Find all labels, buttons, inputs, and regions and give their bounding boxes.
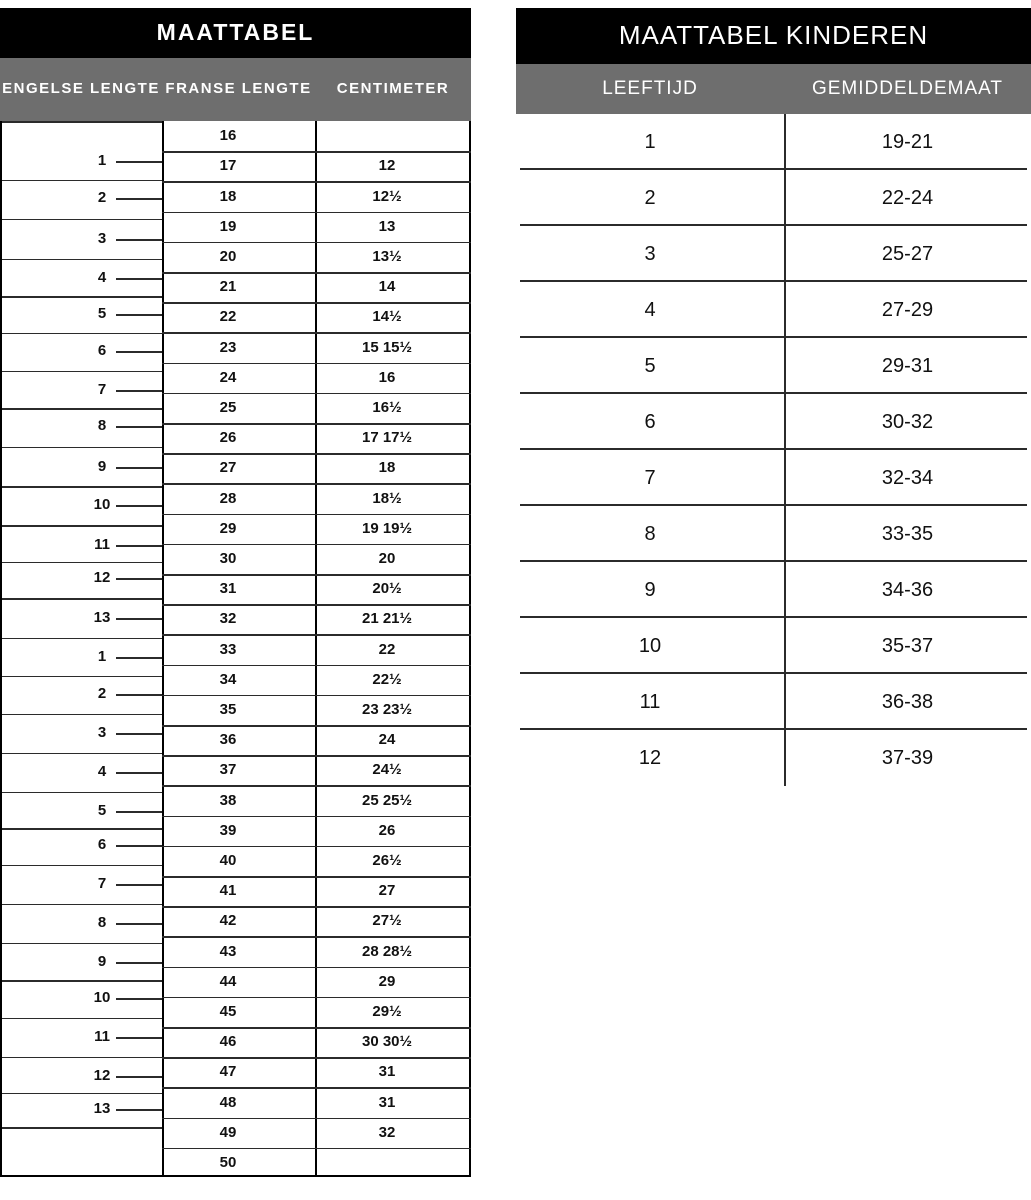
age-value: 3	[644, 242, 656, 265]
row-separator	[315, 967, 471, 969]
row-separator	[116, 657, 162, 659]
row-separator	[162, 604, 315, 606]
english-length-value: 2	[97, 189, 107, 206]
row-separator	[162, 725, 315, 727]
row-separator	[116, 239, 162, 241]
row-separator	[315, 181, 471, 183]
column-divider	[784, 394, 786, 450]
french-length-value: 40	[219, 851, 237, 869]
row-separator	[162, 634, 315, 636]
row-separator	[2, 296, 162, 298]
row-separator	[315, 604, 471, 606]
row-separator	[315, 423, 471, 425]
row-separator	[116, 772, 162, 774]
centimeter-value: 22½	[372, 670, 402, 688]
row-separator	[116, 314, 162, 316]
row-separator	[2, 180, 162, 182]
row-separator	[315, 212, 471, 214]
english-length-value: 9	[97, 953, 107, 970]
french-length-value: 29	[219, 519, 237, 537]
row-separator	[116, 811, 162, 813]
column-header-french-length	[162, 58, 315, 121]
adult-size-table	[0, 8, 471, 1177]
row-separator	[162, 574, 315, 576]
french-length-value: 33	[219, 640, 237, 658]
row-separator	[162, 272, 315, 274]
row-separator	[162, 967, 315, 969]
french-length-value: 44	[219, 972, 237, 990]
column-header-french-length-label: FRANSE LENGTE	[165, 80, 312, 98]
column-header-age: LEEFTIJD	[602, 78, 698, 99]
english-length-value: 12	[93, 569, 111, 586]
french-length-value: 28	[219, 489, 237, 507]
row-separator	[116, 578, 162, 580]
french-length-value: 46	[219, 1033, 237, 1051]
english-length-value: 10	[93, 989, 111, 1006]
row-separator	[116, 998, 162, 1000]
centimeter-value: 26½	[372, 851, 402, 869]
english-length-value: 13	[93, 1100, 111, 1117]
age-value: 1	[644, 130, 656, 153]
row-separator	[315, 483, 471, 485]
row-separator	[2, 980, 162, 982]
table-row	[516, 282, 1031, 338]
french-length-value: 32	[219, 610, 237, 628]
column-divider	[784, 562, 786, 618]
centimeter-value: 31	[378, 1093, 396, 1111]
english-length-value: 5	[97, 305, 107, 322]
row-separator	[2, 447, 162, 449]
french-length-value: 23	[219, 338, 237, 356]
english-length-value: 9	[97, 458, 107, 475]
row-separator	[162, 665, 315, 667]
row-separator	[162, 1057, 315, 1059]
row-separator	[315, 997, 471, 999]
english-length-value: 4	[97, 269, 107, 286]
french-length-value: 41	[219, 882, 237, 900]
row-separator	[162, 332, 315, 334]
row-separator	[162, 181, 315, 183]
french-length-value: 37	[219, 761, 237, 779]
centimeter-value: 29½	[372, 1002, 402, 1020]
row-separator	[162, 846, 315, 848]
row-separator	[2, 1057, 162, 1059]
french-length-value: 34	[219, 670, 237, 688]
english-length-value: 6	[97, 836, 107, 853]
french-length-value: 21	[219, 278, 237, 296]
row-separator	[162, 876, 315, 878]
french-length-value: 18	[219, 187, 237, 205]
centimeter-value: 29	[378, 972, 396, 990]
row-separator	[2, 562, 162, 564]
children-table-header	[516, 64, 1031, 114]
english-length-value: 6	[97, 342, 107, 359]
row-separator	[315, 1027, 471, 1029]
english-length-value: 2	[97, 685, 107, 702]
row-separator	[116, 923, 162, 925]
row-separator	[116, 618, 162, 620]
row-separator	[2, 333, 162, 335]
table-row	[516, 226, 1031, 282]
average-size-value: 30-32	[881, 410, 934, 433]
age-value: 12	[638, 746, 662, 769]
centimeter-value: 25 25½	[361, 791, 413, 809]
row-separator	[315, 1118, 471, 1120]
column-header-english-length	[0, 58, 162, 121]
centimeter-value: 15 15½	[361, 338, 413, 356]
row-separator	[315, 665, 471, 667]
row-separator	[116, 505, 162, 507]
english-length-value: 13	[93, 609, 111, 626]
column-divider-1	[162, 121, 164, 1175]
french-length-value: 38	[219, 791, 237, 809]
column-divider	[784, 114, 786, 170]
column-header-english-length-label: ENGELSE LENGTE	[2, 80, 160, 98]
french-length-value: 17	[219, 157, 237, 175]
centimeter-value: 19 19½	[361, 519, 413, 537]
centimeter-value: 14½	[372, 308, 402, 326]
row-separator	[315, 936, 471, 938]
row-separator	[315, 755, 471, 757]
row-separator	[315, 695, 471, 697]
age-value: 10	[638, 634, 662, 657]
row-separator	[162, 393, 315, 395]
row-separator	[2, 1093, 162, 1095]
row-separator	[116, 198, 162, 200]
age-value: 6	[644, 410, 656, 433]
row-separator	[315, 544, 471, 546]
row-separator	[315, 1057, 471, 1059]
row-separator	[162, 514, 315, 516]
row-separator	[2, 753, 162, 755]
french-length-value: 42	[219, 912, 237, 930]
age-value: 7	[644, 466, 656, 489]
french-length-value: 45	[219, 1002, 237, 1020]
row-separator	[116, 351, 162, 353]
age-value: 9	[644, 578, 656, 601]
row-separator	[162, 906, 315, 908]
row-separator	[162, 363, 315, 365]
centimeter-value: 31	[378, 1063, 396, 1081]
row-separator	[116, 545, 162, 547]
row-separator	[315, 151, 471, 153]
column-divider	[784, 674, 786, 730]
table-row	[516, 730, 1031, 786]
row-separator	[2, 638, 162, 640]
row-separator	[315, 725, 471, 727]
centimeter-value: 20½	[372, 580, 402, 598]
table-row	[516, 338, 1031, 394]
average-size-value: 32-34	[881, 466, 934, 489]
column-divider	[784, 226, 786, 282]
column-divider-2	[315, 121, 317, 1175]
row-separator	[2, 1127, 162, 1129]
average-size-value: 37-39	[881, 746, 934, 769]
row-separator	[315, 272, 471, 274]
row-separator	[315, 514, 471, 516]
french-length-value: 48	[219, 1093, 237, 1111]
centimeter-value: 16½	[372, 398, 402, 416]
table-row	[516, 562, 1031, 618]
row-separator	[2, 792, 162, 794]
row-separator	[315, 242, 471, 244]
english-length-value: 1	[97, 152, 107, 169]
french-length-value: 43	[219, 942, 237, 960]
centimeter-value: 24	[378, 731, 396, 749]
row-separator	[162, 785, 315, 787]
french-length-value: 24	[219, 368, 237, 386]
row-separator	[315, 332, 471, 334]
row-separator	[116, 845, 162, 847]
column-divider	[784, 618, 786, 674]
column-header-centimeter-label: CENTIMETER	[336, 80, 450, 98]
row-separator	[116, 1076, 162, 1078]
french-length-value: 49	[219, 1123, 237, 1141]
centimeter-value: 27½	[372, 912, 402, 930]
column-divider	[784, 170, 786, 226]
row-separator	[315, 816, 471, 818]
english-length-value: 10	[93, 496, 111, 513]
row-separator	[315, 1148, 471, 1150]
row-separator	[315, 574, 471, 576]
centimeter-value: 21 21½	[361, 610, 413, 628]
english-length-value: 4	[97, 763, 107, 780]
age-value: 2	[644, 186, 656, 209]
centimeter-value: 16	[378, 368, 396, 386]
french-length-value: 22	[219, 308, 237, 326]
row-separator	[2, 865, 162, 867]
centimeter-value: 17 17½	[361, 429, 413, 447]
centimeter-value: 13	[378, 217, 396, 235]
french-length-value: 31	[219, 580, 237, 598]
french-length-value: 30	[219, 549, 237, 567]
average-size-value: 34-36	[881, 578, 934, 601]
table-row	[516, 618, 1031, 674]
row-separator	[2, 259, 162, 261]
average-size-value: 22-24	[881, 186, 934, 209]
row-separator	[2, 828, 162, 830]
table-row	[516, 506, 1031, 562]
row-separator	[162, 816, 315, 818]
row-separator	[162, 695, 315, 697]
row-separator	[116, 1109, 162, 1111]
centimeter-value: 12½	[372, 187, 402, 205]
french-length-value: 26	[219, 429, 237, 447]
centimeter-value: 27	[378, 882, 396, 900]
row-separator	[2, 676, 162, 678]
column-divider	[784, 506, 786, 562]
row-separator	[162, 1118, 315, 1120]
french-length-value: 36	[219, 731, 237, 749]
centimeter-value: 28 28½	[361, 942, 413, 960]
row-separator	[315, 634, 471, 636]
row-separator	[315, 906, 471, 908]
average-size-value: 36-38	[881, 690, 934, 713]
average-size-value: 29-31	[881, 354, 934, 377]
english-length-value: 12	[93, 1067, 111, 1084]
french-length-value: 25	[219, 398, 237, 416]
row-separator	[2, 1018, 162, 1020]
centimeter-value: 26	[378, 821, 396, 839]
adult-table-body	[0, 121, 471, 1177]
row-separator	[162, 302, 315, 304]
row-separator	[2, 408, 162, 410]
column-divider	[784, 730, 786, 786]
row-separator	[2, 714, 162, 716]
age-value: 8	[644, 522, 656, 545]
row-separator	[116, 884, 162, 886]
french-length-value: 39	[219, 821, 237, 839]
row-separator	[162, 423, 315, 425]
row-separator	[162, 755, 315, 757]
column-header-average-size: GEMIDDELDEMAAT	[811, 78, 1003, 99]
row-separator	[116, 426, 162, 428]
row-separator	[2, 943, 162, 945]
centimeter-value: 30 30½	[361, 1033, 413, 1051]
row-separator	[2, 525, 162, 527]
french-length-value: 16	[219, 127, 237, 145]
row-separator	[315, 785, 471, 787]
row-separator	[2, 219, 162, 221]
row-separator	[2, 486, 162, 488]
row-separator	[162, 242, 315, 244]
children-table-title: MAATTABEL KINDEREN	[516, 8, 1031, 64]
row-separator	[162, 453, 315, 455]
row-separator	[315, 453, 471, 455]
row-separator	[116, 1037, 162, 1039]
english-length-value: 5	[97, 802, 107, 819]
english-length-value: 3	[97, 724, 107, 741]
row-separator	[116, 161, 162, 163]
english-length-value: 1	[97, 648, 107, 665]
row-separator	[315, 363, 471, 365]
row-separator	[315, 846, 471, 848]
row-separator	[116, 390, 162, 392]
table-row	[516, 170, 1031, 226]
age-value: 11	[639, 690, 661, 713]
row-separator	[116, 733, 162, 735]
row-separator	[2, 121, 162, 123]
english-length-value: 8	[97, 417, 107, 434]
adult-table-title: MAATTABEL	[0, 8, 471, 58]
french-length-value: 19	[219, 217, 237, 235]
row-separator	[162, 212, 315, 214]
english-length-value: 3	[97, 230, 107, 247]
table-row	[516, 450, 1031, 506]
centimeter-value: 13½	[372, 247, 402, 265]
row-separator	[2, 371, 162, 373]
column-divider	[784, 338, 786, 394]
row-separator	[162, 483, 315, 485]
french-length-value: 47	[219, 1063, 237, 1081]
age-value: 5	[644, 354, 656, 377]
centimeter-value: 22	[378, 640, 396, 658]
row-separator	[162, 1148, 315, 1150]
row-separator	[116, 962, 162, 964]
row-separator	[162, 151, 315, 153]
average-size-value: 19-21	[881, 130, 934, 153]
average-size-value: 27-29	[881, 298, 934, 321]
row-separator	[162, 997, 315, 999]
centimeter-value: 24½	[372, 761, 402, 779]
row-separator	[162, 936, 315, 938]
table-row	[516, 674, 1031, 730]
centimeter-value: 23 23½	[361, 700, 413, 718]
french-length-value: 27	[219, 459, 237, 477]
english-length-value: 7	[97, 381, 107, 398]
english-length-value: 8	[97, 914, 107, 931]
average-size-value: 35-37	[881, 634, 934, 657]
english-length-value: 11	[94, 1028, 110, 1045]
column-divider	[784, 450, 786, 506]
average-size-value: 25-27	[881, 242, 934, 265]
centimeter-value: 20	[378, 549, 396, 567]
row-separator	[2, 904, 162, 906]
row-separator	[315, 1087, 471, 1089]
centimeter-value: 14	[378, 278, 396, 296]
adult-table-header	[0, 58, 471, 121]
french-length-value: 50	[219, 1153, 237, 1171]
english-length-value: 7	[97, 875, 107, 892]
column-divider	[784, 282, 786, 338]
row-separator	[162, 1087, 315, 1089]
row-separator	[315, 393, 471, 395]
row-separator	[162, 544, 315, 546]
row-separator	[315, 302, 471, 304]
centimeter-value: 18	[378, 459, 396, 477]
english-length-value: 11	[94, 536, 110, 553]
children-table-rows	[516, 114, 1031, 786]
row-separator	[2, 598, 162, 600]
centimeter-value: 32	[378, 1123, 396, 1141]
children-size-table	[516, 8, 1031, 786]
row-separator	[116, 467, 162, 469]
french-length-value: 35	[219, 700, 237, 718]
row-separator	[315, 876, 471, 878]
average-size-value: 33-35	[881, 522, 934, 545]
french-length-value: 20	[219, 247, 237, 265]
centimeter-value: 12	[378, 157, 396, 175]
column-header-centimeter	[315, 58, 471, 121]
row-separator	[116, 278, 162, 280]
centimeter-value: 18½	[372, 489, 402, 507]
row-separator	[116, 694, 162, 696]
table-row	[516, 394, 1031, 450]
row-separator	[162, 1027, 315, 1029]
table-row	[516, 114, 1031, 170]
age-value: 4	[644, 298, 656, 321]
